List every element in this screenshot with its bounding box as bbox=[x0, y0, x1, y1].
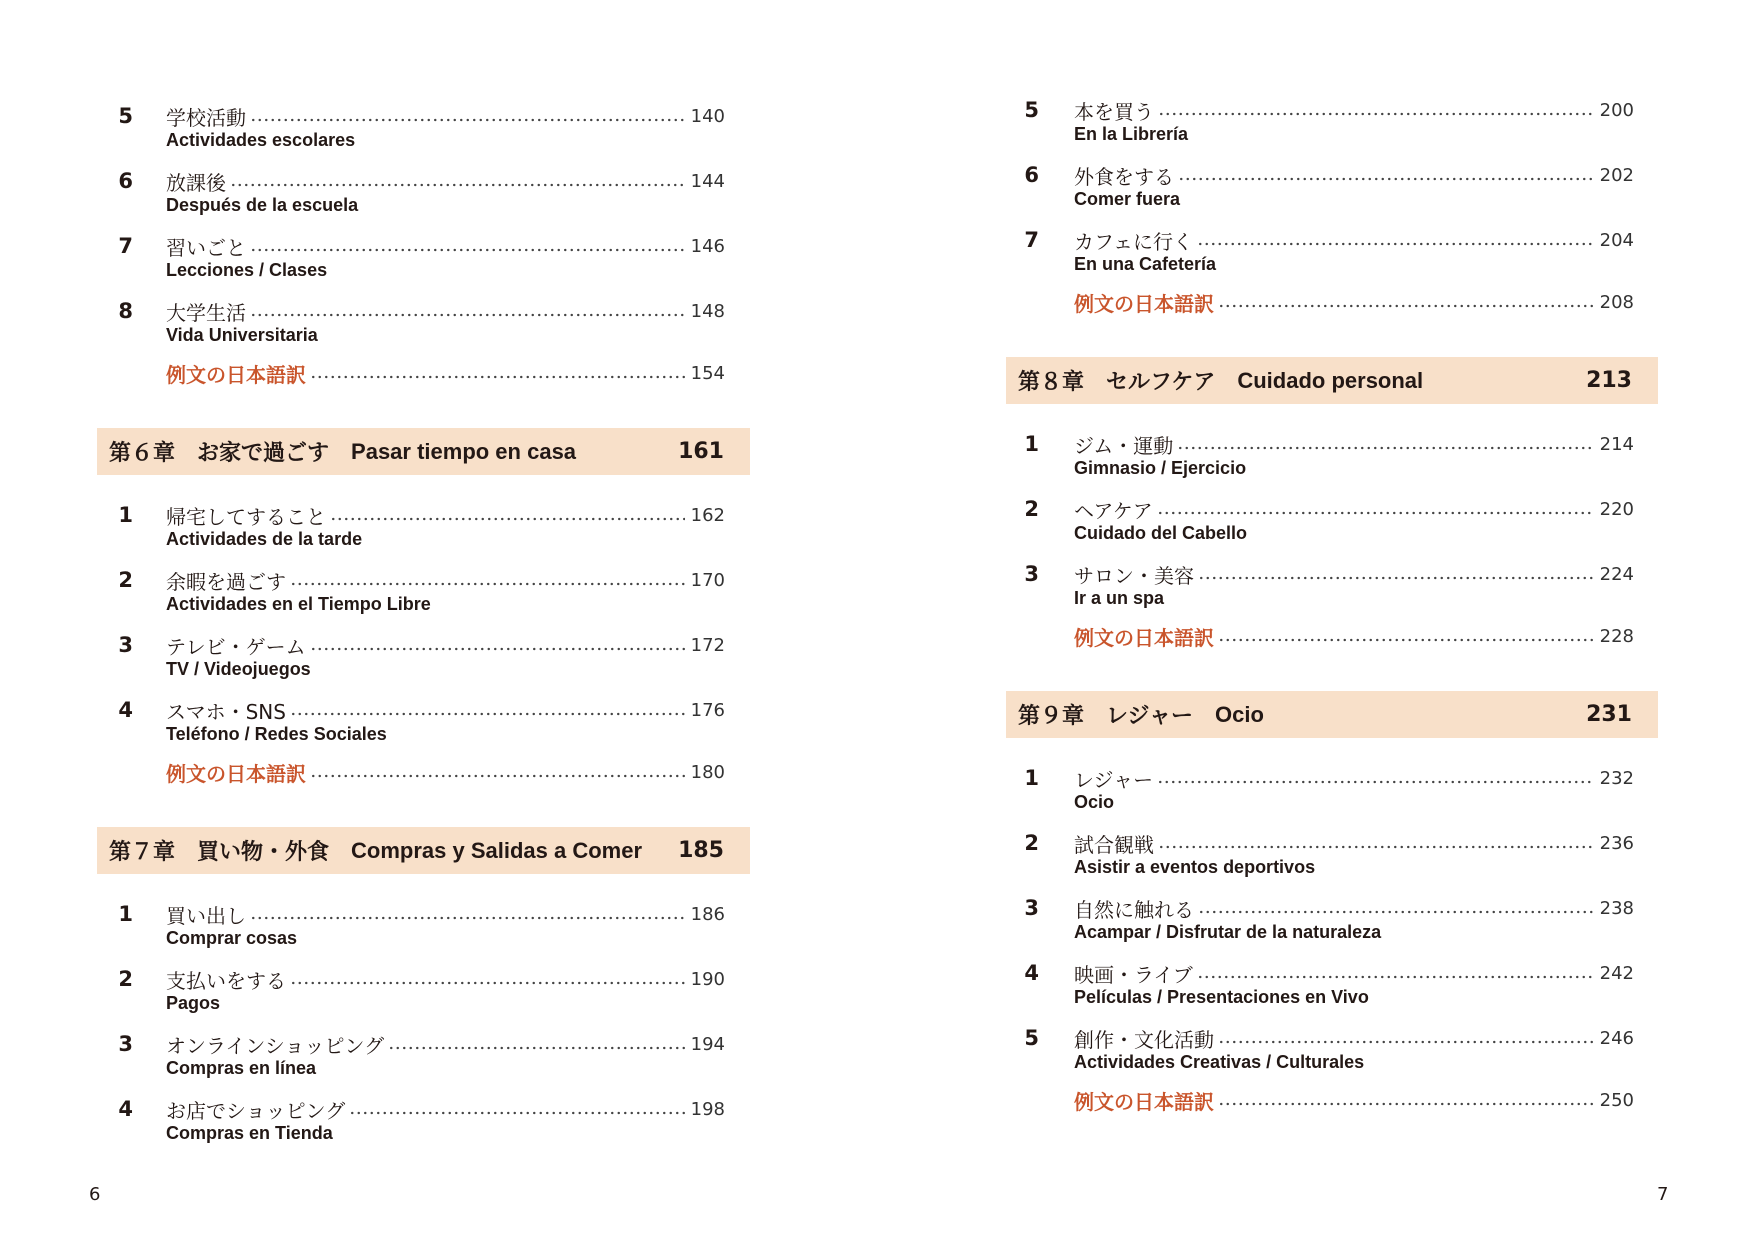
entry-line bbox=[1006, 161, 1658, 189]
entry-title-es: Actividades de la tarde bbox=[166, 529, 363, 549]
entry-number: 3 bbox=[118, 633, 133, 657]
entry-number: 4 bbox=[1024, 961, 1039, 985]
entry-line bbox=[97, 566, 750, 594]
entry-number: 5 bbox=[118, 104, 133, 128]
entry-page: 148 bbox=[690, 300, 725, 322]
entry-line bbox=[1006, 560, 1658, 588]
dot-leader bbox=[1218, 1086, 1594, 1114]
chapter-header[interactable] bbox=[97, 827, 750, 874]
entry-title-es: Actividades escolares bbox=[166, 130, 356, 150]
entry-title-es: Comprar cosas bbox=[166, 928, 298, 948]
entry-page: 242 bbox=[1599, 962, 1634, 984]
entry-number: 4 bbox=[118, 1097, 133, 1121]
entry-line bbox=[1006, 430, 1658, 458]
chapter-page: 213 bbox=[1586, 368, 1632, 393]
entry-title-es: Después de la escuela bbox=[166, 195, 359, 215]
entry-line bbox=[1006, 829, 1658, 857]
dot-leader bbox=[250, 102, 685, 130]
entry-title-es: Asistir a eventos deportivos bbox=[1074, 857, 1316, 877]
right-page bbox=[1006, 0, 1658, 1240]
entry-title-es: Películas / Presentaciones en Vivo bbox=[1074, 987, 1369, 1007]
entry-page: 224 bbox=[1599, 563, 1634, 585]
entry-line bbox=[97, 758, 750, 786]
entry-title-jp: 例文の日本語訳 bbox=[166, 362, 306, 387]
entry-title-jp: 映画・ライブ bbox=[1074, 962, 1193, 987]
entry-title-jp: 自然に触れる bbox=[1074, 897, 1194, 922]
entry-page: 204 bbox=[1599, 229, 1634, 251]
entry-page: 180 bbox=[690, 761, 725, 783]
entry-title-jp: オンラインショッピング bbox=[166, 1033, 385, 1058]
entry-number: 2 bbox=[1024, 497, 1039, 521]
entry-line bbox=[1006, 764, 1658, 792]
entry-title-es: Acampar / Disfrutar de la naturaleza bbox=[1074, 922, 1382, 942]
entry-number: 2 bbox=[1024, 831, 1039, 855]
entry-line bbox=[97, 1030, 750, 1058]
dot-leader bbox=[1218, 622, 1594, 650]
entry-title-jp: 帰宅してすること bbox=[166, 504, 326, 529]
entry-page: 198 bbox=[690, 1098, 725, 1120]
entry-number: 1 bbox=[118, 902, 133, 926]
entry-title-jp: 試合観戦 bbox=[1074, 832, 1154, 857]
chapter-header[interactable] bbox=[1006, 357, 1658, 404]
entry-number: 4 bbox=[118, 698, 133, 722]
entry-line bbox=[1006, 959, 1658, 987]
dot-leader bbox=[1197, 226, 1594, 254]
entry-page: 246 bbox=[1599, 1027, 1634, 1049]
entry-line bbox=[97, 900, 750, 928]
entry-title-jp: 例文の日本語訳 bbox=[1074, 1089, 1214, 1114]
entry-line bbox=[1006, 894, 1658, 922]
entry-page: 232 bbox=[1599, 767, 1634, 789]
chapter-header[interactable] bbox=[1006, 691, 1658, 738]
dot-leader bbox=[1198, 894, 1594, 922]
entry-page: 228 bbox=[1599, 625, 1634, 647]
entry-line bbox=[97, 232, 750, 260]
entry-line bbox=[97, 631, 750, 659]
entry-page: 238 bbox=[1599, 897, 1634, 919]
entry-number: 8 bbox=[118, 299, 133, 323]
entry-line bbox=[1006, 495, 1658, 523]
entry-number: 7 bbox=[1024, 228, 1039, 252]
entry-title-jp: お店でショッピング bbox=[166, 1098, 346, 1123]
entry-title-jp: 放課後 bbox=[166, 170, 226, 195]
entry-title-es: Cuidado del Cabello bbox=[1074, 523, 1248, 543]
entry-title-jp: テレビ・ゲーム bbox=[166, 634, 306, 659]
chapter-title-es: Compras y Salidas a Comer bbox=[351, 837, 643, 863]
chapter-title-jp: セルフケア bbox=[1106, 370, 1216, 395]
entry-title-jp: 余暇を過ごす bbox=[166, 569, 286, 594]
chapter-number: 第８章 bbox=[1018, 370, 1085, 395]
chapter-number: 第７章 bbox=[109, 840, 176, 865]
dot-leader bbox=[230, 167, 685, 195]
entry-page: 144 bbox=[690, 170, 725, 192]
chapter-title-jp: 買い物・外食 bbox=[197, 840, 330, 865]
dot-leader bbox=[1158, 829, 1594, 857]
entry-page: 140 bbox=[690, 105, 725, 127]
chapter-page: 231 bbox=[1586, 702, 1632, 727]
entry-page: 146 bbox=[690, 235, 725, 257]
entry-title-jp: 習いごと bbox=[166, 235, 246, 260]
chapter-title-jp: レジャー bbox=[1106, 704, 1194, 729]
entry-line bbox=[97, 297, 750, 325]
dot-leader bbox=[1178, 161, 1594, 189]
entry-title-es: Lecciones / Clases bbox=[166, 260, 328, 280]
entry-title-es: Teléfono / Redes Sociales bbox=[166, 724, 387, 744]
entry-line bbox=[97, 1095, 750, 1123]
dot-leader bbox=[1157, 495, 1594, 523]
entry-title-es: Compras en Tienda bbox=[166, 1123, 333, 1143]
entry-number: 6 bbox=[118, 169, 133, 193]
entry-line bbox=[1006, 622, 1658, 650]
entry-title-jp: 例文の日本語訳 bbox=[166, 761, 306, 786]
entry-number: 3 bbox=[118, 1032, 133, 1056]
dot-leader bbox=[1218, 288, 1594, 316]
entry-number: 5 bbox=[1024, 98, 1039, 122]
entry-title-es: Compras en línea bbox=[166, 1058, 317, 1078]
dot-leader bbox=[1158, 96, 1594, 124]
dot-leader bbox=[290, 696, 685, 724]
entry-number: 6 bbox=[1024, 163, 1039, 187]
entry-page: 208 bbox=[1599, 291, 1634, 313]
entry-page: 172 bbox=[690, 634, 725, 656]
entry-title-jp: 例文の日本語訳 bbox=[1074, 625, 1214, 650]
entry-title-es: Vida Universitaria bbox=[166, 325, 318, 345]
entry-line bbox=[97, 696, 750, 724]
chapter-title-es: Pasar tiempo en casa bbox=[351, 438, 577, 464]
chapter-title-es: Ocio bbox=[1215, 701, 1264, 727]
dot-leader bbox=[1157, 764, 1594, 792]
dot-leader bbox=[250, 900, 685, 928]
entry-title-jp: 支払いをする bbox=[166, 968, 286, 993]
entry-page: 190 bbox=[690, 968, 725, 990]
entry-title-jp: カフェに行く bbox=[1074, 229, 1193, 254]
entry-title-jp: 買い出し bbox=[166, 903, 246, 928]
chapter-number: 第９章 bbox=[1018, 704, 1085, 729]
dot-leader bbox=[349, 1095, 684, 1123]
entry-line bbox=[97, 965, 750, 993]
entry-title-es: Pagos bbox=[166, 993, 221, 1013]
entry-line bbox=[1006, 1024, 1658, 1052]
dot-leader bbox=[250, 297, 685, 325]
entry-title-es: Ocio bbox=[1074, 792, 1115, 812]
entry-page: 236 bbox=[1599, 832, 1634, 854]
entry-line bbox=[97, 359, 750, 387]
dot-leader bbox=[290, 965, 685, 993]
entry-number: 2 bbox=[118, 967, 133, 991]
dot-leader bbox=[1177, 430, 1593, 458]
dot-leader bbox=[290, 566, 685, 594]
entry-title-es: En la Librería bbox=[1074, 124, 1189, 144]
entry-page: 250 bbox=[1599, 1089, 1634, 1111]
entry-number: 5 bbox=[1024, 1026, 1039, 1050]
entry-number: 3 bbox=[1024, 896, 1039, 920]
entry-page: 200 bbox=[1599, 99, 1634, 121]
left-page bbox=[97, 0, 750, 1240]
entry-page: 220 bbox=[1599, 498, 1634, 520]
entry-number: 1 bbox=[118, 503, 133, 527]
entry-number: 1 bbox=[1024, 432, 1039, 456]
entry-page: 214 bbox=[1599, 433, 1634, 455]
dot-leader bbox=[310, 758, 685, 786]
entry-title-jp: 大学生活 bbox=[166, 300, 246, 325]
entry-line bbox=[97, 102, 750, 130]
dot-leader bbox=[1198, 560, 1594, 588]
entry-line bbox=[97, 167, 750, 195]
chapter-header[interactable] bbox=[97, 428, 750, 475]
entry-page: 154 bbox=[690, 362, 725, 384]
chapter-title-es: Cuidado personal bbox=[1237, 367, 1424, 393]
entry-number: 2 bbox=[118, 568, 133, 592]
entry-title-es: TV / Videojuegos bbox=[166, 659, 311, 679]
entry-title-es: Actividades en el Tiempo Libre bbox=[166, 594, 431, 614]
entry-page: 194 bbox=[690, 1033, 725, 1055]
dot-leader bbox=[388, 1030, 685, 1058]
entry-page: 162 bbox=[690, 504, 725, 526]
entry-title-es: Comer fuera bbox=[1074, 189, 1181, 209]
entry-title-es: En una Cafetería bbox=[1074, 254, 1217, 274]
dot-leader bbox=[1218, 1024, 1594, 1052]
entry-title-jp: サロン・美容 bbox=[1074, 563, 1194, 588]
dot-leader bbox=[310, 631, 685, 659]
entry-title-jp: ヘアケア bbox=[1074, 498, 1153, 523]
entry-line bbox=[97, 501, 750, 529]
chapter-number: 第６章 bbox=[109, 441, 176, 466]
entry-number: 1 bbox=[1024, 766, 1039, 790]
entry-title-jp: 本を買う bbox=[1074, 99, 1154, 124]
page-number-right: 7 bbox=[1657, 1184, 1669, 1205]
entry-page: 170 bbox=[690, 569, 725, 591]
entry-number: 3 bbox=[1024, 562, 1039, 586]
entry-title-jp: スマホ・SNS bbox=[166, 699, 286, 724]
entry-page: 176 bbox=[690, 699, 725, 721]
entry-title-jp: ジム・運動 bbox=[1074, 433, 1174, 458]
chapter-title-jp: お家で過ごす bbox=[197, 441, 330, 466]
entry-number: 7 bbox=[118, 234, 133, 258]
dot-leader bbox=[310, 359, 685, 387]
entry-title-es: Ir a un spa bbox=[1074, 588, 1165, 608]
entry-page: 202 bbox=[1599, 164, 1634, 186]
entry-line bbox=[1006, 288, 1658, 316]
entry-title-jp: レジャー bbox=[1074, 767, 1154, 792]
entry-title-jp: 例文の日本語訳 bbox=[1074, 291, 1214, 316]
dot-leader bbox=[330, 501, 685, 529]
chapter-page: 185 bbox=[678, 838, 724, 863]
entry-title-es: Gimnasio / Ejercicio bbox=[1074, 458, 1247, 478]
entry-title-jp: 創作・文化活動 bbox=[1074, 1027, 1214, 1052]
entry-line bbox=[1006, 96, 1658, 124]
chapter-page: 161 bbox=[678, 439, 724, 464]
entry-title-es: Actividades Creativas / Culturales bbox=[1074, 1052, 1365, 1072]
entry-title-jp: 外食をする bbox=[1074, 164, 1174, 189]
dot-leader bbox=[250, 232, 685, 260]
entry-line bbox=[1006, 226, 1658, 254]
entry-line bbox=[1006, 1086, 1658, 1114]
page-number-left: 6 bbox=[89, 1184, 101, 1205]
entry-title-jp: 学校活動 bbox=[166, 105, 246, 130]
entry-page: 186 bbox=[690, 903, 725, 925]
dot-leader bbox=[1197, 959, 1594, 987]
